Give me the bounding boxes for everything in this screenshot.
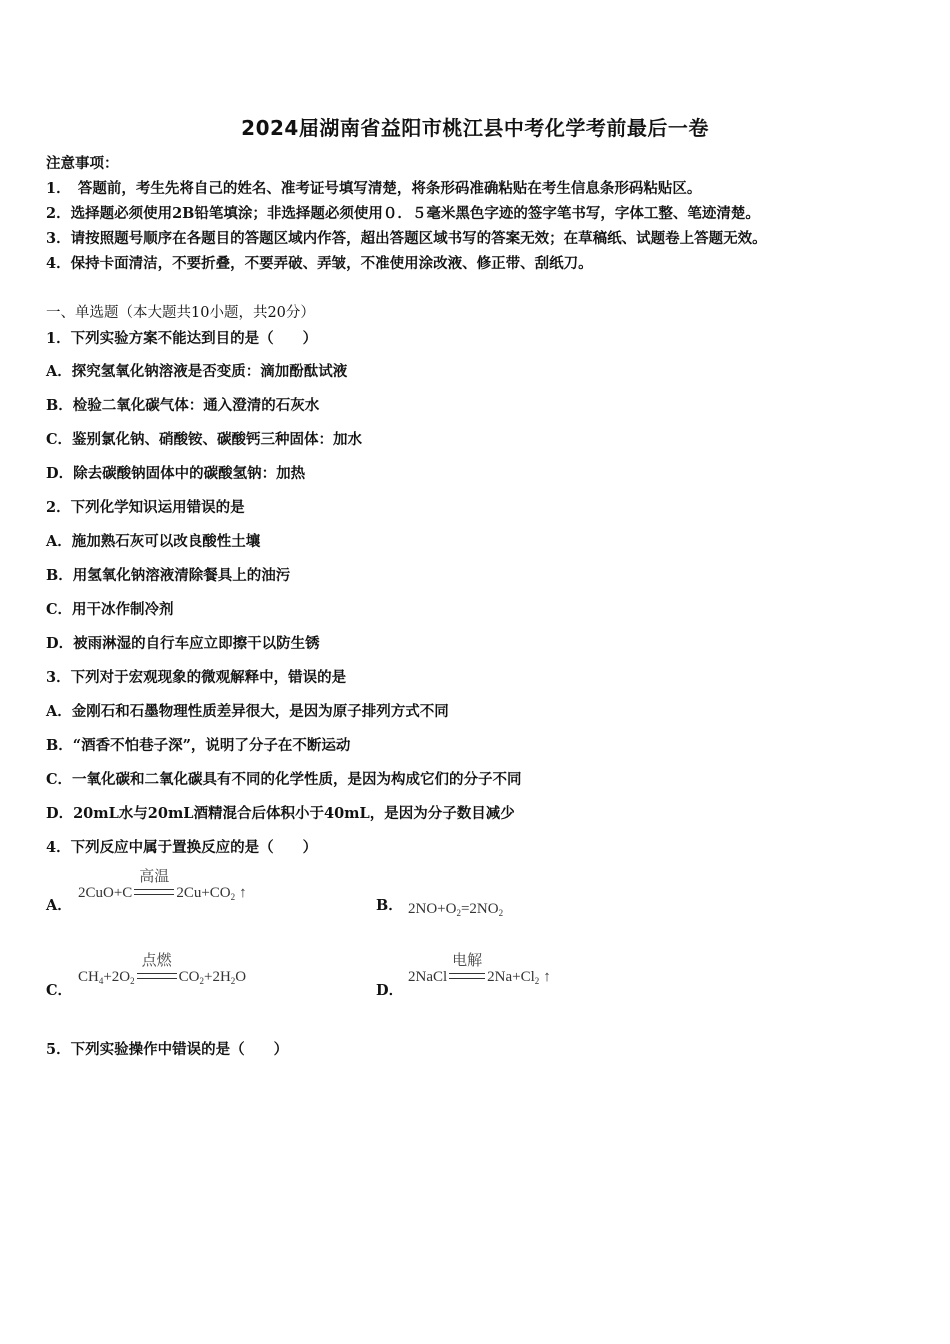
q4-option-d-label: D． — [376, 982, 404, 999]
section-heading: 一、单选题（本大题共10小题，共20分） — [46, 305, 315, 321]
notice-item-4: 4．保持卡面清洁，不要折叠，不要弄破、弄皱，不准使用涂改液、修正带、刮纸刀。 — [46, 255, 593, 272]
q4-option-c-label: C． — [46, 982, 73, 999]
question-2-stem: 2．下列化学知识运用错误的是 — [46, 499, 245, 516]
question-2-option-c: C．用干冰作制冷剂 — [46, 601, 174, 618]
q4-c-condition — [137, 951, 177, 986]
question-1-option-b: B．检验二氧化碳气体：通入澄清的石灰水 — [46, 397, 320, 414]
q4-a-condition-text: 高温 — [139, 867, 170, 885]
q4-option-c-equation — [78, 951, 247, 986]
q4-c-part-3: CO — [178, 969, 200, 985]
q4-b-part-2: =2NO — [460, 901, 499, 917]
q4-c-equals-sign — [137, 973, 177, 979]
q4-c-sub-3: 2 — [199, 976, 204, 986]
q4-option-b-equation — [408, 901, 503, 918]
question-1-option-a: A．探究氢氧化钠溶液是否变质：滴加酚酞试液 — [46, 363, 348, 380]
question-5-stem: 5．下列实验操作中错误的是（ ） — [46, 1041, 289, 1058]
q4-a-subscript: 2 — [230, 892, 236, 902]
question-2-option-b: B．用氢氧化钠溶液清除餐具上的油污 — [46, 567, 291, 584]
q4-d-reactants: 2NaCl — [408, 969, 448, 985]
notice-item-1: 1． 答题前，考生先将自己的姓名、准考证号填写清楚，将条形码准确粘贴在考生信息条形码粘贴区。 — [46, 180, 702, 197]
q4-c-sub-4: 2 — [230, 976, 236, 986]
q4-c-part-1: CH — [78, 969, 99, 985]
notice-heading: 注意事项： — [46, 155, 119, 172]
question-3-stem: 3．下列对于宏观现象的微观解释中，错误的是 — [46, 669, 347, 686]
q4-a-equals-sign — [134, 889, 174, 895]
q4-option-b-label: B． — [376, 897, 403, 914]
question-2-option-a: A．施加熟石灰可以改良酸性土壤 — [46, 533, 261, 550]
question-2-option-d: D．被雨淋湿的自行车应立即擦干以防生锈 — [46, 635, 320, 652]
question-3-option-a: A．金刚石和石墨物理性质差异很大，是因为原子排列方式不同 — [46, 703, 449, 720]
q4-c-sub-2: 2 — [130, 976, 135, 986]
question-1-option-c: C．鉴别氯化钠、硝酸铵、碳酸钙三种固体：加水 — [46, 431, 363, 448]
notice-item-2: 2．选择题必须使用2B铅笔填涂；非选择题必须使用０．５毫米黑色字迹的签字笔书写，字体工整、笔迹清楚。 — [46, 205, 760, 222]
q4-c-part-4: +2H — [203, 969, 231, 985]
q4-option-a-label: A． — [46, 897, 72, 914]
q4-d-equals-sign — [449, 973, 485, 979]
q4-a-gas-arrow: ↑ — [239, 885, 247, 901]
q4-a-condition — [134, 867, 174, 902]
q4-d-products: 2Na+Cl — [487, 969, 535, 985]
question-1-stem: 1．下列实验方案不能达到目的是（ ） — [46, 330, 318, 347]
question-4-stem: 4．下列反应中属于置换反应的是（ ） — [46, 839, 318, 856]
q4-b-sub-2: 2 — [498, 908, 504, 918]
q4-d-subscript: 2 — [534, 976, 540, 986]
q4-b-sub-1: 2 — [456, 908, 461, 918]
q4-d-condition — [449, 951, 485, 986]
q4-d-condition-text: 电解 — [452, 951, 483, 969]
q4-c-part-5: O — [235, 969, 247, 985]
q4-option-a-equation — [78, 867, 247, 902]
question-3-option-b: B．“酒香不怕巷子深”，说明了分子在不断运动 — [46, 737, 351, 754]
question-3-option-d: D．20mL水与20mL酒精混合后体积小于40mL，是因为分子数目减少 — [46, 805, 515, 822]
q4-c-part-2: +2O — [103, 969, 131, 985]
page-title: 2024届湖南省益阳市桃江县中考化学考前最后一卷 — [241, 116, 709, 140]
q4-a-reactants: 2CuO+C — [78, 885, 133, 901]
q4-option-d-equation — [408, 951, 551, 986]
q4-b-part-1: 2NO+O — [408, 901, 457, 917]
q4-c-sub-1: 4 — [98, 976, 104, 986]
q4-c-condition-text: 点燃 — [141, 951, 172, 969]
question-3-option-c: C．一氧化碳和二氧化碳具有不同的化学性质，是因为构成它们的分子不同 — [46, 771, 522, 788]
q4-d-gas-arrow: ↑ — [543, 969, 551, 985]
question-1-option-d: D．除去碳酸钠固体中的碳酸氢钠：加热 — [46, 465, 306, 482]
notice-item-3: 3．请按照题号顺序在各题目的答题区域内作答，超出答题区域书写的答案无效；在草稿纸、试题卷上答题无效。 — [46, 230, 767, 247]
q4-a-products: 2Cu+CO — [176, 885, 231, 901]
